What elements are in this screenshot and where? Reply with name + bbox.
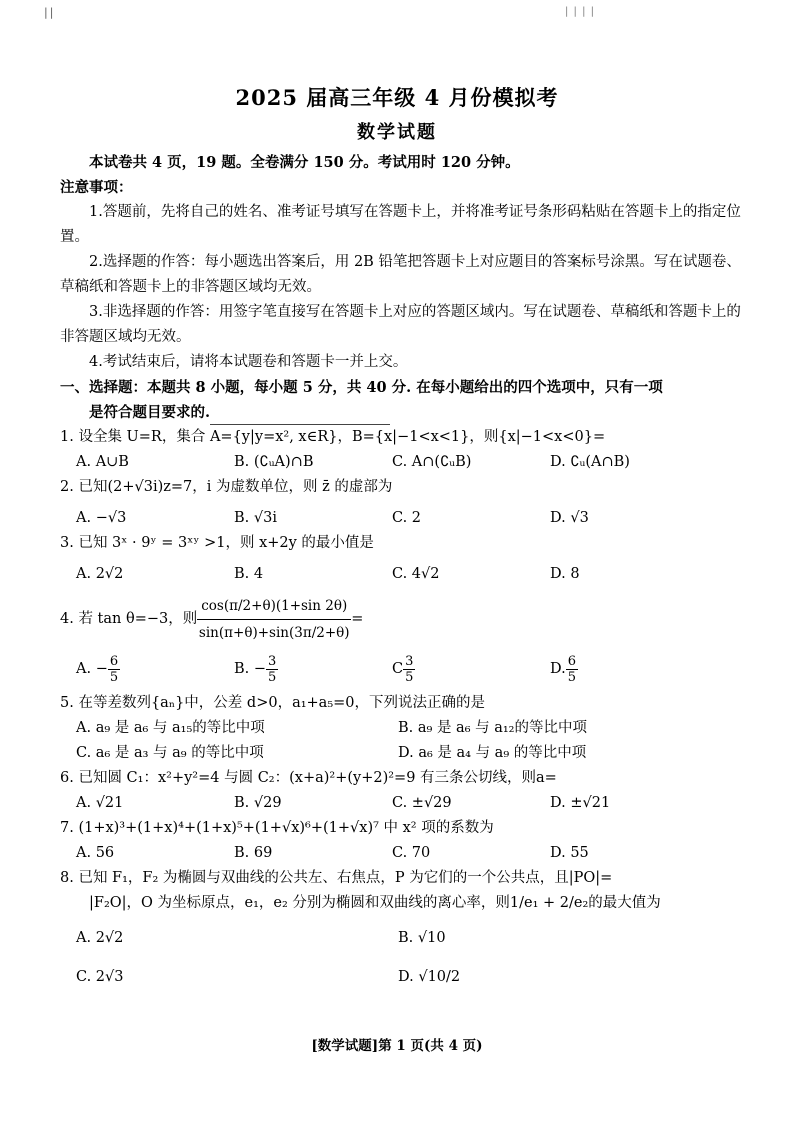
- question-3-option-a: A. 2√2: [76, 566, 124, 582]
- note-4: 4.考试结束后，请将本试题卷和答题卡一并上交。: [89, 354, 408, 370]
- option-numerator: 6: [567, 654, 576, 669]
- option-numerator: 6: [109, 654, 119, 669]
- question-1-option-a: A. A∪B: [76, 454, 129, 470]
- question-3-option-b: B. 4: [234, 566, 264, 582]
- question-7-option-d: D. 55: [550, 845, 589, 861]
- question-3-option-d: D. 8: [550, 566, 580, 582]
- section-1-heading-line2: 是符合题目要求的.: [89, 404, 211, 421]
- exam-title: 2025 届高三年级 4 月份模拟考: [235, 85, 559, 110]
- question-5-options-row1: [60, 716, 746, 741]
- note-3: 3.非选择题的作答：用签字笔直接写在答题卡上对应的答题区域内。写在试题卷、草稿纸和答题卡上的非答题区域均无效。: [60, 304, 741, 345]
- question-4-option-d: [550, 654, 708, 685]
- question-2-option-a: A. −√3: [76, 510, 127, 526]
- question-4-option-b: [234, 654, 392, 685]
- scan-marks-left: ||: [44, 6, 56, 19]
- question-2-option-d: D. √3: [550, 510, 589, 526]
- question-4-options: [60, 654, 746, 685]
- exam-content: [60, 150, 746, 990]
- question-1-option-b: B. (∁ᵤA)∩B: [234, 454, 314, 470]
- question-1-stem: 1. 设全集 U=R，集合 A={y|y=x², x∈R}，B={x|−1<x<1}，则{x|−1<x<0}=: [60, 429, 606, 445]
- question-6-stem: 6. 已知圆 C₁：x²+y²=4 与圆 C₂：(x+a)²+(y+2)²=9 有三条公切线，则a=: [60, 770, 557, 786]
- question-4-option-d-label: D.: [550, 661, 566, 677]
- question-5-option-d: D. a₆ 是 a₄ 与 a₉ 的等比中项: [398, 745, 587, 761]
- section-1-heading: 一、选择题：本题共 8 小题，每小题 5 分，共 40 分. 在每小题给出的四个选项中，只有一项: [60, 379, 663, 396]
- page-footer: [数学试题]第 1 页(共 4 页): [311, 1038, 483, 1054]
- note-2: 2.选择题的作答：每小题选出答案后，用 2B 铅笔把答题卡上对应题目的答案标号涂黑。写在试题卷、草稿纸和答题卡上的非答题区域均无效。: [60, 254, 741, 295]
- question-4-option-c: [392, 654, 550, 685]
- question-7-option-c: C. 70: [392, 845, 431, 861]
- question-1-option-c: C. A∩(∁ᵤB): [392, 454, 472, 470]
- question-4-option-a-fraction: [108, 654, 120, 685]
- question-1-option-d: D. ∁ᵤ(A∩B): [550, 454, 630, 470]
- question-7-option-b: B. 69: [234, 845, 273, 861]
- question-4-stem: [60, 593, 746, 646]
- question-8-stem-line2: |F₂O|，O 为坐标原点，e₁，e₂ 分别为椭圆和双曲线的离心率，则1/e₁ + 2/e₂的最大值为: [89, 895, 661, 911]
- scan-underline: [210, 410, 390, 425]
- note-1: 1.答题前，先将自己的姓名、准考证号填写在答题卡上，并将准考证号条形码粘贴在答题卡上的指定位置。: [60, 204, 741, 245]
- option-denominator: 5: [268, 670, 277, 685]
- question-1-options: [60, 450, 746, 475]
- question-4-option-c-fraction: [403, 654, 415, 685]
- question-8-options-row1: [60, 926, 746, 951]
- question-8-stem-line1: 8. 已知 F₁，F₂ 为椭圆与双曲线的公共左、右焦点，P 为它们的一个公共点，且|PO|=: [60, 870, 613, 886]
- notes-title: 注意事项：: [60, 179, 133, 196]
- question-7-options: [60, 841, 746, 866]
- question-2-option-b: B. √3i: [234, 510, 277, 526]
- question-4-denominator: sin(π+θ)+sin(3π/2+θ): [198, 625, 350, 641]
- question-4-fraction: [197, 593, 351, 646]
- option-numerator: 3: [268, 654, 277, 669]
- question-4-option-c-label: C: [392, 661, 404, 677]
- question-7-stem: 7. (1+x)³+(1+x)⁴+(1+x)⁵+(1+√x)⁶+(1+√x)⁷ 中 x² 项的系数为: [60, 820, 494, 836]
- option-numerator: 3: [405, 654, 414, 669]
- question-2-stem: 2. 已知(2+√3i)z=7，i 为虚数单位，则 z̄ 的虚部为: [60, 479, 393, 495]
- question-4-suffix: =: [351, 611, 364, 627]
- question-2-option-c: C. 2: [392, 510, 422, 526]
- question-8-option-d: D. √10/2: [398, 969, 461, 985]
- option-denominator: 5: [109, 670, 119, 685]
- question-3-stem: 3. 已知 3ˣ · 9ʸ = 3ˣʸ >1，则 x+2y 的最小值是: [60, 535, 374, 551]
- question-8-option-c: C. 2√3: [76, 969, 124, 985]
- question-4-option-a: [76, 654, 234, 685]
- question-7-option-a: A. 56: [76, 845, 115, 861]
- question-4-numerator: cos(π/2+θ)(1+sin 2θ): [197, 593, 351, 620]
- question-8-option-b: B. √10: [398, 930, 446, 946]
- question-3-option-c: C. 4√2: [392, 566, 440, 582]
- question-4-option-b-label: B. −: [234, 661, 267, 677]
- question-4-option-b-fraction: [266, 654, 278, 685]
- exam-info: 本试卷共 4 页，19 题。全卷满分 150 分。考试用时 120 分钟。: [89, 154, 520, 171]
- question-5-option-b: B. a₉ 是 a₆ 与 a₁₂的等比中项: [398, 720, 587, 736]
- question-6-options: [60, 791, 746, 816]
- question-4-prefix: 4. 若 tan θ=−3，则: [60, 611, 198, 627]
- question-5-option-a: A. a₉ 是 a₆ 与 a₁₅的等比中项: [76, 720, 265, 736]
- question-6-option-b: B. √29: [234, 795, 282, 811]
- question-6-option-c: C. ±√29: [392, 795, 452, 811]
- question-5-option-c: C. a₆ 是 a₃ 与 a₉ 的等比中项: [76, 745, 264, 761]
- scan-marks-right: | | | |: [565, 6, 596, 17]
- exam-subtitle: 数学试题: [357, 122, 437, 143]
- question-3-options: [60, 562, 746, 587]
- question-5-options-row2: [60, 741, 746, 766]
- question-6-option-a: A. √21: [76, 795, 124, 811]
- section-1-heading-cont: [60, 400, 746, 425]
- question-2-options: [60, 506, 746, 531]
- option-denominator: 5: [405, 670, 414, 685]
- option-denominator: 5: [567, 670, 576, 685]
- question-6-option-d: D. ±√21: [550, 795, 611, 811]
- question-5-stem: 5. 在等差数列{aₙ}中，公差 d>0，a₁+a₅=0，下列说法正确的是: [60, 695, 486, 711]
- question-4-option-a-label: A. −: [76, 661, 108, 677]
- question-8-option-a: A. 2√2: [76, 930, 124, 946]
- question-4-option-d-fraction: [566, 654, 578, 685]
- question-8-options-row2: [60, 965, 746, 990]
